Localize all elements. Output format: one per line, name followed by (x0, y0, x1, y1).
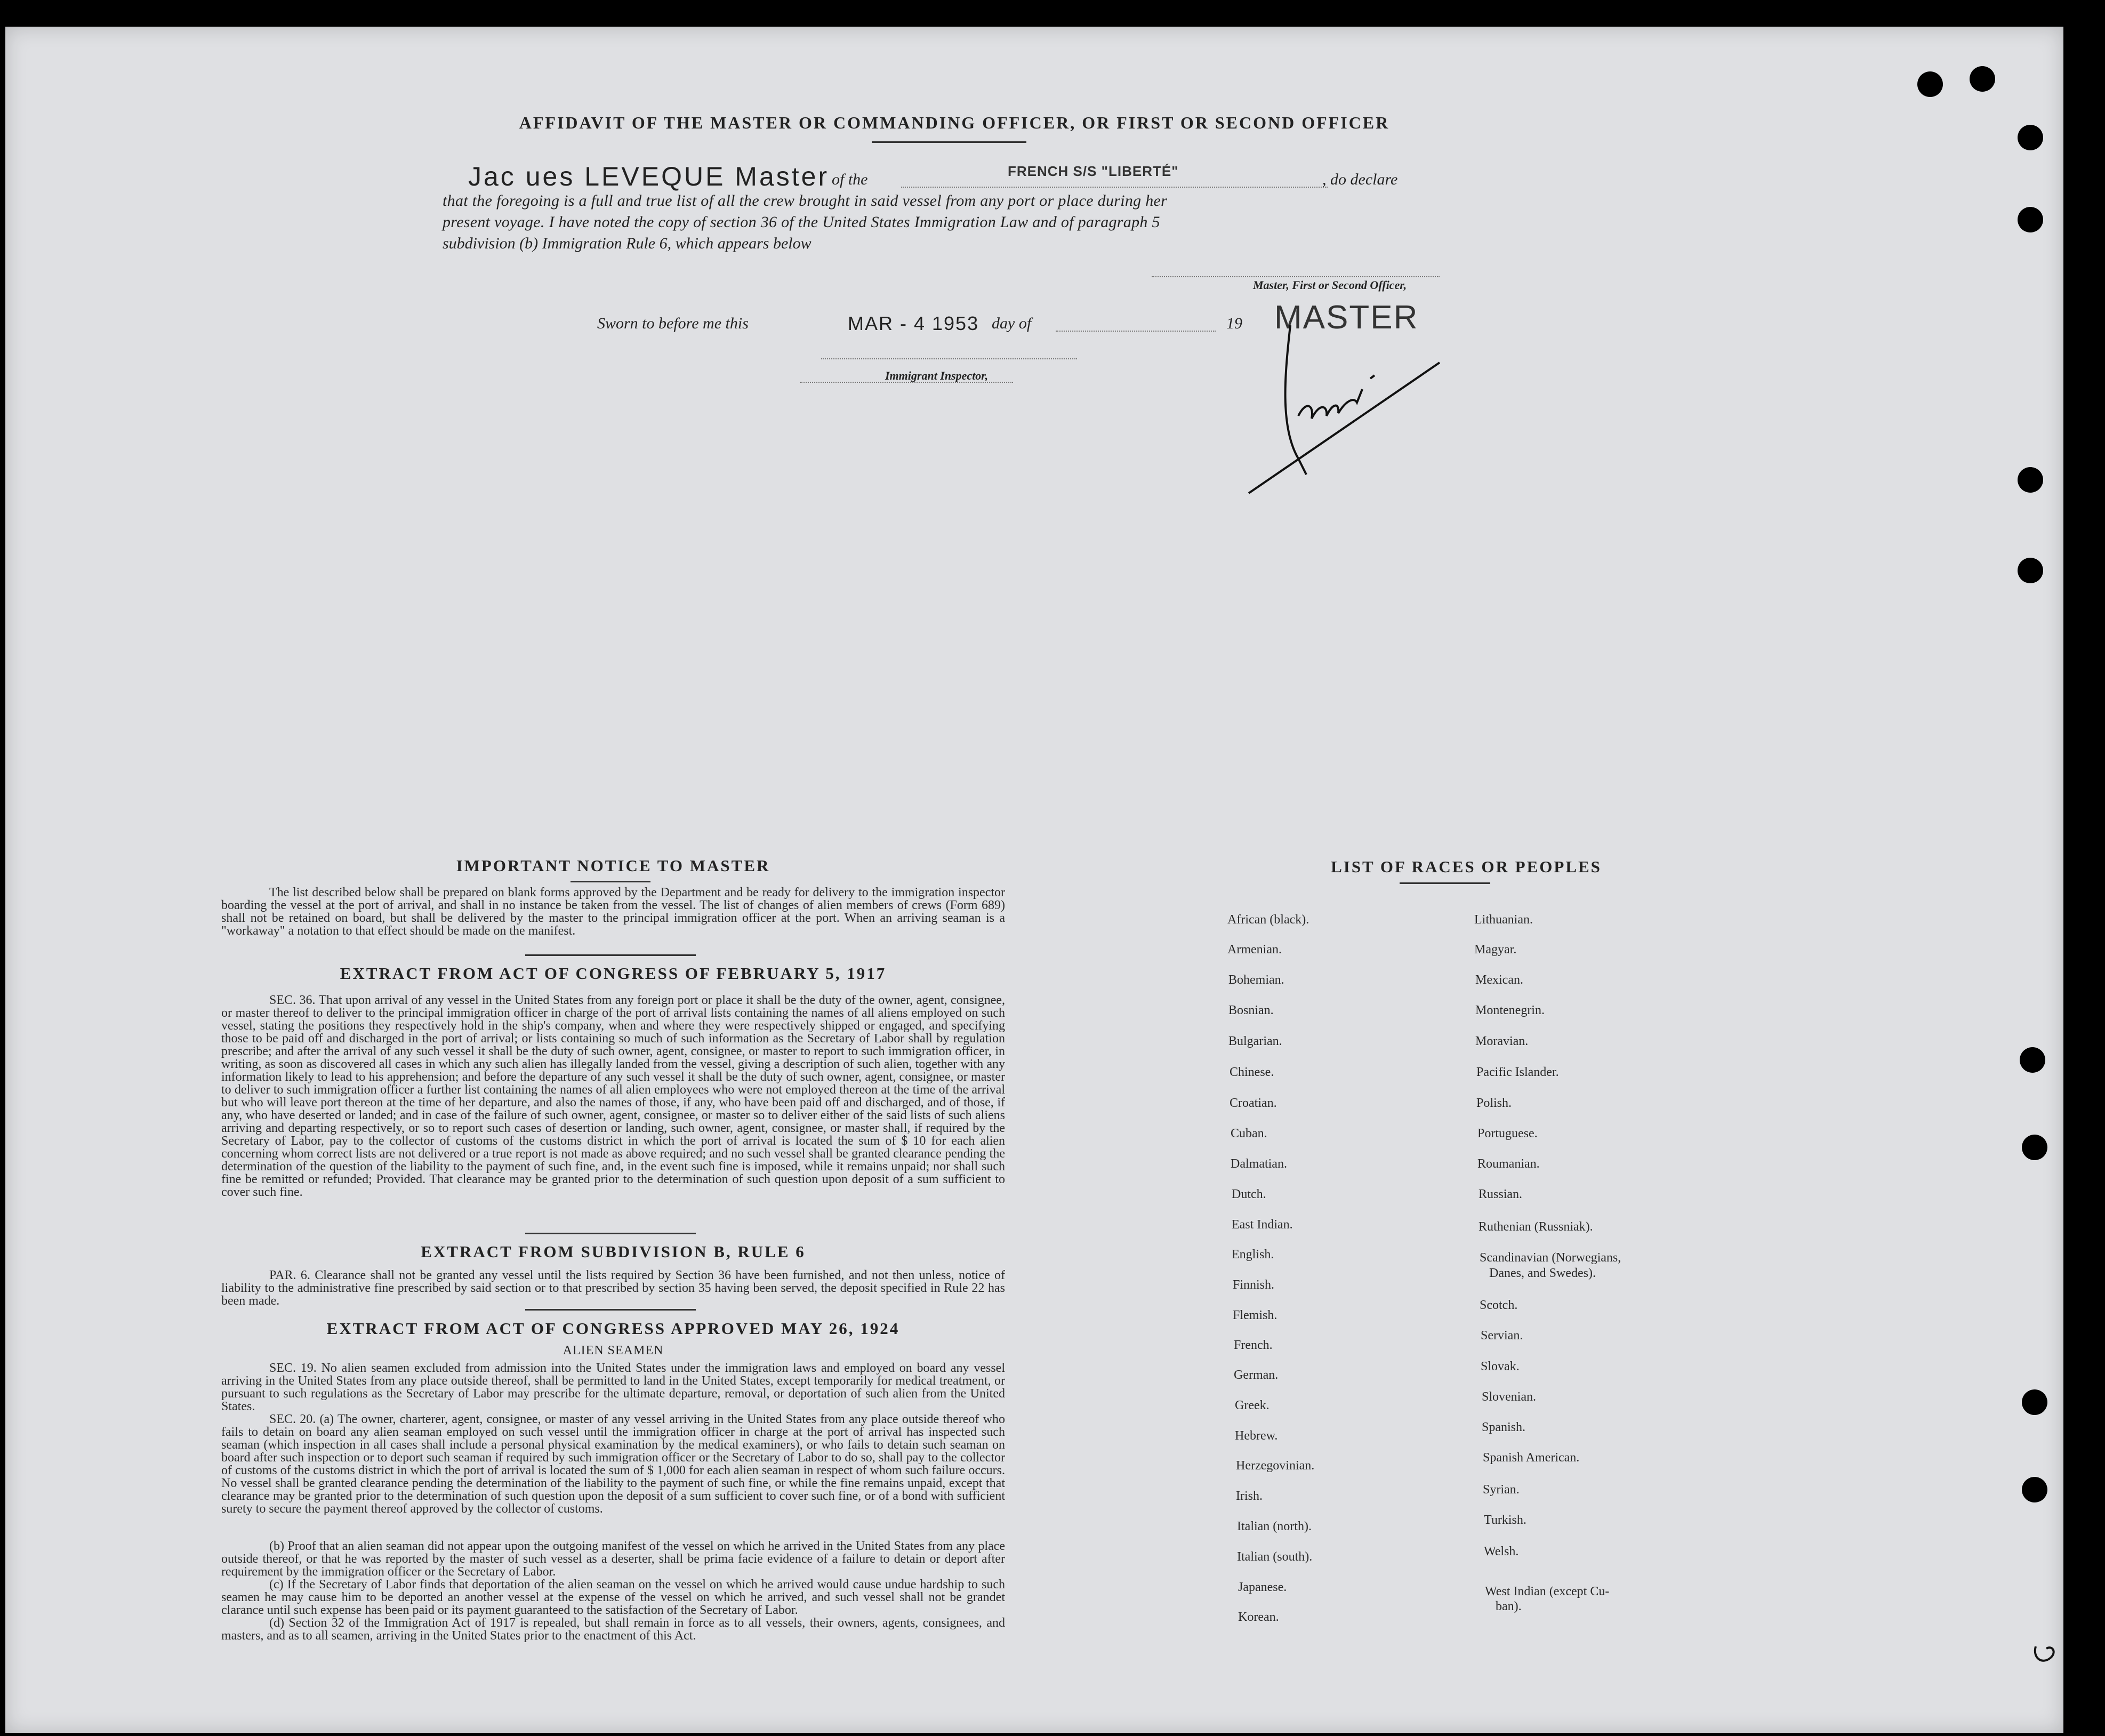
race-list-item: Danes, and Swedes). (1489, 1266, 1596, 1280)
race-list-item: Herzegovinian. (1236, 1459, 1315, 1473)
race-list-item: Italian (north). (1237, 1520, 1312, 1533)
race-list-item: Hebrew. (1235, 1429, 1278, 1443)
race-list-item: Moravian. (1475, 1034, 1529, 1048)
master-signature (1248, 293, 1450, 507)
page-mark (2031, 1642, 2063, 1669)
affidavit-line-3: present voyage. I have noted the copy of section 36 of the United States Immigration Law and of paragraph 5 (443, 213, 1160, 231)
punch-hole (2018, 467, 2043, 493)
race-list-item: Slovenian. (1482, 1390, 1536, 1404)
race-list-item: ban). (1496, 1600, 1522, 1613)
sec20a-body: SEC. 20. (a) The owner, charterer, agent, consignee, or master of any vessel arriving in the United States from any place outside thereof who fails to detain on board any alien seaman employed on such vessel until the immigration officer in charge at the port of arrival has inspected such seaman (which inspection in all cases shall include a personal physical examination by the medical examiners), or who fails to detain such seaman on board after such inspection or to deport such seaman if required by such immigration officer or the Secretary of Labor to do so, shall pay to the collector of customs of the customs district in which the port of arrival is located the sum of $ 1,000 for each alien seaman in respect of whom such failure occurs. No vessel shall be granted clearance pending the determination of the liability to the payment of such fine, or while the fine remains unpaid, except that clearance may be granted prior to the determination of such question upon the deposit of a sum sufficient to cover such fine, or of a bond with sufficient surety to secure the payment thereof approved by the collector of customs. (221, 1412, 1005, 1516)
race-list-item: Magyar. (1474, 943, 1517, 957)
punch-hole (1970, 66, 1995, 92)
affidavit-line-2: that the foregoing is a full and true list of all the crew brought in said vessel from any port or place during her (443, 192, 1168, 210)
race-list-item: Russian. (1479, 1187, 1523, 1201)
filled-sworn-date: MAR - 4 1953 (848, 312, 979, 334)
race-list-item: Spanish American. (1483, 1451, 1580, 1465)
race-list-item: Mexican. (1475, 973, 1523, 987)
punch-hole (2022, 1135, 2047, 1160)
notice-title: IMPORTANT NOTICE TO MASTER (456, 856, 770, 875)
race-list-item: Cuban. (1231, 1127, 1267, 1140)
punch-hole (2020, 1047, 2045, 1073)
document-sheet (5, 27, 2063, 1733)
extract1917-body: SEC. 36. That upon arrival of any vessel in the United States from any foreign port or place it shall be the duty of the owner, agent, consignee, or master thereof to deliver to the principal immigration officer in charge of the port of arrival lists containing the names of all aliens employed on such vessel, stating the positions they respectively hold in the ship's company, when and where they were respectively shipped or engaged, and specifying those to be paid off and discharged in the port of arrival; or lists containing so much of such information as the Secretary of Labor shall by regulation prescribe; and after the arrival of any such vessel it shall be the duty of such owner, agent, consignee, or master to report to such immigration officer, in writing, as soon as discovered all cases in which any such alien has illegally landed from the vessel, giving a description of such alien, together with any information likely to lead to his apprehension; and before the departure of any such vessel it shall be the duty of such owner, agent, consignee, or master to deliver to such immigration officer a further list containing the names of all alien employees who were not employed thereon at the time of the arrival but who will leave port thereon at the time of her departure, and also the names of those, if any, who have been paid off and discharged, and of those, if any, who have deserted or landed; and in case of the failure of such owner, agent, consignee, or master so to deliver either of the said lists of such aliens arriving and departing respectively, or so to report such cases of desertion or landing, such owner, agent, consignee, or master shall, if required by the Secretary of Labor, pay to the collector of customs of the customs district in which the port of arrival is located the sum of $ 10 for each alien concerning whom correct lists are not delivered or a true report is not made as above required; and no such vessel shall be granted clearance pending the determination of the question of the liability to the payment of such fine, and, in the event such fine is imposed, while it remains unpaid; nor shall such fine be remitted or refunded; Provided. That clearance may be granted prior to the determination of such question upon deposit of a sum sufficient to cover such fine. (221, 993, 1005, 1199)
race-list-item: Korean. (1238, 1610, 1279, 1624)
of-the-label: of the (832, 171, 868, 188)
vessel-dotted-line (901, 187, 1328, 188)
race-list-item: German. (1234, 1368, 1279, 1382)
race-list-item: West Indian (except Cu- (1485, 1585, 1610, 1598)
notice-body: The list described below shall be prepared on blank forms approved by the Department and be ready for delivery to the immigration inspector boarding the vessel at the port of arrival, and shall in no instance be taken from the vessel. The list of changes of alien members of crews (Form 689) shall not be retained on board, but shall be delivered by the master to the principal immigration officer at the port. When an arriving seaman is a "workaway" a notation to that effect should be made on the manifest. (221, 886, 1005, 938)
inspector-caption: Immigrant Inspector, (885, 369, 989, 382)
month-dotted-line (1056, 331, 1216, 332)
affidavit-line-4: subdivision (b) Immigration Rule 6, which appears below (443, 235, 812, 252)
race-list-item: Armenian. (1227, 943, 1282, 957)
race-list-item: Bosnian. (1228, 1003, 1274, 1017)
race-list-item: Irish. (1236, 1489, 1263, 1503)
affidavit-title: AFFIDAVIT OF THE MASTER OR COMMANDING OFFICER, OR FIRST OR SECOND OFFICER (519, 113, 1390, 132)
race-list-item: Dalmatian. (1231, 1157, 1287, 1171)
punch-hole (2022, 1477, 2047, 1502)
alien-seamen-subtitle: ALIEN SEAMEN (563, 1344, 664, 1357)
race-list-item: Finnish. (1233, 1278, 1275, 1292)
race-list-item: Slovak. (1481, 1360, 1520, 1373)
punch-hole (1917, 71, 1943, 97)
affidavit-title-rule (872, 141, 1026, 143)
race-list-item: Turkish. (1484, 1513, 1526, 1527)
sworn-label: Sworn to before me this (597, 315, 749, 332)
notice-title-rule (571, 881, 650, 882)
races-title-rule (1400, 882, 1490, 884)
extract1917-title: EXTRACT FROM ACT OF CONGRESS OF FEBRUARY 5, 1917 (340, 964, 887, 983)
race-list-item: Scandinavian (Norwegians, (1480, 1251, 1621, 1265)
race-list-item: Roumanian. (1477, 1157, 1540, 1171)
subdivision-title: EXTRACT FROM SUBDIVISION B, RULE 6 (421, 1242, 806, 1261)
races-title: LIST OF RACES OR PEOPLES (1331, 857, 1602, 876)
race-list-item: Japanese. (1238, 1580, 1287, 1594)
subdivision-body: PAR. 6. Clearance shall not be granted any vessel until the lists required by Section 36 have been furnished, and not then unless, notice of liability to the administrative fine prescribed by said section or to that prescribed by section 35 having been served, the deposit specified in Rule 22 has been made. (221, 1268, 1005, 1308)
race-list-item: Flemish. (1233, 1308, 1278, 1322)
master-signature-line (1152, 276, 1440, 277)
race-list-item: Bulgarian. (1228, 1034, 1282, 1048)
race-list-item: Lithuanian. (1474, 913, 1533, 927)
extract1917-top-rule (525, 954, 696, 956)
race-list-item: Montenegrin. (1475, 1003, 1545, 1017)
year-prefix: 19 (1226, 315, 1242, 332)
race-list-item: French. (1234, 1338, 1273, 1352)
extract1924-title: EXTRACT FROM ACT OF CONGRESS APPROVED MAY 26, 1924 (326, 1319, 900, 1338)
race-list-item: Greek. (1235, 1399, 1270, 1412)
extract1924-top-rule (525, 1309, 696, 1311)
race-list-item: Croatian. (1230, 1096, 1277, 1110)
filled-master-name: Jac ues LEVEQUE Master (468, 162, 830, 191)
race-list-item: Pacific Islander. (1476, 1065, 1559, 1079)
race-list-item: Bohemian. (1228, 973, 1284, 987)
race-list-item: East Indian. (1232, 1218, 1293, 1232)
sec20c-body: (c) If the Secretary of Labor finds that deportation of the alien seaman on the vessel on which he arrived would cause undue hardship to such seamen he may cause him to be deported an another vessel at the expense of the vessel on which he arrived, and such vessel shall not be grandet clarance until such expense has been paid or its payment guaranteed to the satisfaction of the Secretary of Labor. (221, 1578, 1005, 1617)
punch-hole (2018, 125, 2043, 150)
race-list-item: African (black). (1227, 913, 1309, 927)
race-list-item: Syrian. (1483, 1483, 1520, 1497)
punch-hole (2018, 207, 2043, 232)
sec20d-body: (d) Section 32 of the Immigration Act of 1917 is repealed, but shall remain in force as to all vessels, their owners, agents, consignees, and masters, and as to all seamen, arriving in the United States prior to the enactment of this Act. (221, 1616, 1005, 1643)
race-list-item: Italian (south). (1237, 1550, 1313, 1564)
do-declare-label: , do declare (1322, 171, 1398, 188)
race-list-item: Ruthenian (Russniak). (1479, 1220, 1593, 1234)
race-list-item: English. (1232, 1248, 1274, 1261)
race-list-item: Spanish. (1482, 1420, 1526, 1434)
race-list-item: Chinese. (1230, 1065, 1274, 1079)
master-caption: Master, First or Second Officer, (1253, 278, 1407, 292)
subdivision-top-rule (525, 1233, 696, 1234)
filled-vessel-name: FRENCH S/S "LIBERTÉ" (1008, 163, 1179, 179)
inspector-line-upper (821, 358, 1077, 359)
punch-hole (2022, 1389, 2047, 1415)
day-of-label: day of (992, 315, 1032, 332)
sec20b-body: (b) Proof that an alien seaman did not appear upon the outgoing manifest of the vessel on which he arrived in the United States from any place outside thereof, or that he was reported by the master of such vessel as a deserter, shall be prima facie evidence of a failure to detain or deport after requirement by the immigration officer or the Secretary of Labor. (221, 1539, 1005, 1579)
sec19-body: SEC. 19. No alien seamen excluded from admission into the United States under the immigration laws and employed on board any vessel arriving in the United States from any place outside thereof, shall be permitted to land in the United States, except temporarily for medical treatment, or pursuant to such regulations as the Secretary of Labor may prescribe for the ultimate departure, removal, or deportation of such alien from the United States. (221, 1361, 1005, 1413)
punch-hole (2018, 558, 2043, 583)
race-list-item: Polish. (1476, 1096, 1512, 1110)
race-list-item: Dutch. (1232, 1187, 1266, 1201)
race-list-item: Servian. (1481, 1329, 1523, 1343)
race-list-item: Scotch. (1480, 1298, 1518, 1312)
master-stamp: MASTER (1274, 299, 1419, 336)
race-list-item: Welsh. (1484, 1545, 1519, 1558)
race-list-item: Portuguese. (1477, 1127, 1538, 1140)
